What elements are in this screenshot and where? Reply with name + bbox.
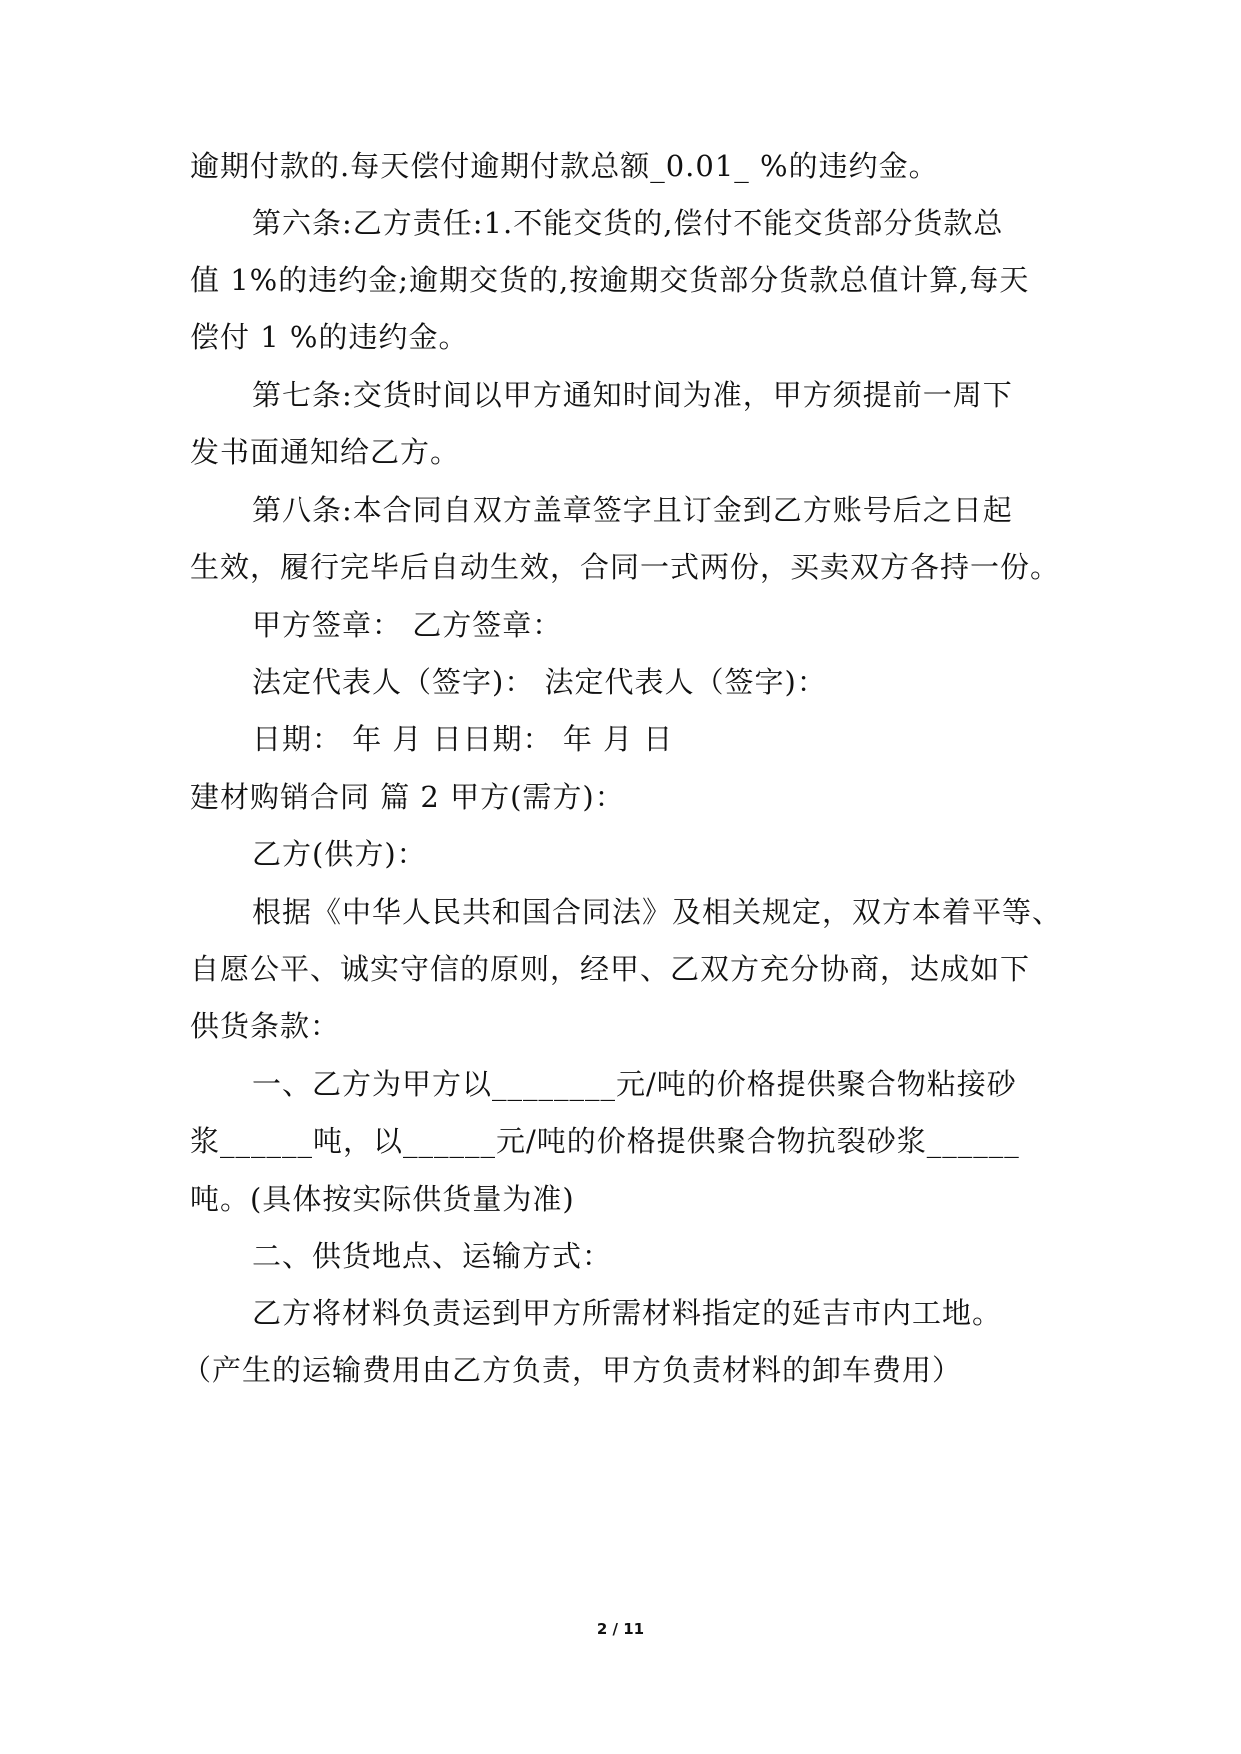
paragraph-line: 二、供货地点、运输方式： xyxy=(252,1239,613,1273)
paragraph-line: 值 1%的违约金;逾期交货的,按逾期交货部分货款总值计算,每天 xyxy=(190,263,1030,297)
paragraph-line: 偿付 1 %的违约金。 xyxy=(190,320,469,354)
paragraph-line: 第七条:交货时间以甲方通知时间为准，甲方须提前一周下 xyxy=(252,378,1013,412)
paragraph-line: 发书面通知给乙方。 xyxy=(190,435,461,469)
paragraph-line: 一、乙方为甲方以________元/吨的价格提供聚合物粘接砂 xyxy=(252,1067,1017,1101)
paragraph-line: 乙方(供方)： xyxy=(252,837,427,871)
paragraph-line: 第六条:乙方责任:1.不能交货的,偿付不能交货部分货款总 xyxy=(252,206,1004,240)
paragraph-line: 吨。(具体按实际供货量为准) xyxy=(190,1182,575,1216)
section-heading: 建材购销合同 篇 2 甲方(需方)： xyxy=(190,780,625,814)
paragraph-line: 第八条:本合同自双方盖章签字且订金到乙方账号后之日起 xyxy=(252,493,1013,527)
signature-line: 甲方签章： 乙方签章： xyxy=(252,608,563,642)
page-number: 2 / 11 xyxy=(596,1620,645,1638)
signature-line: 法定代表人（签字)： 法定代表人（签字)： xyxy=(252,665,827,699)
paragraph-line: 根据《中华人民共和国合同法》及相关规定，双方本着平等、 xyxy=(252,895,1063,929)
paragraph-line: 浆______吨，以______元/吨的价格提供聚合物抗裂砂浆______ xyxy=(190,1124,1020,1158)
paragraph-line: 乙方将材料负责运到甲方所需材料指定的延吉市内工地。 xyxy=(252,1296,1003,1330)
paragraph-line: 自愿公平、诚实守信的原则，经甲、乙双方充分协商，达成如下 xyxy=(190,952,1031,986)
paragraph-line: 生效，履行完毕后自动生效，合同一式两份，买卖双方各持一份。 xyxy=(190,550,1061,584)
date-line: 日期： 年 月 日日期： 年 月 日 xyxy=(252,722,674,756)
paragraph-line: 供货条款： xyxy=(190,1009,341,1043)
paragraph-line: 逾期付款的.每天偿付逾期付款总额_0.01_ %的违约金。 xyxy=(190,149,939,183)
paragraph-line: （产生的运输费用由乙方负责，甲方负责材料的卸车费用） xyxy=(182,1353,963,1387)
